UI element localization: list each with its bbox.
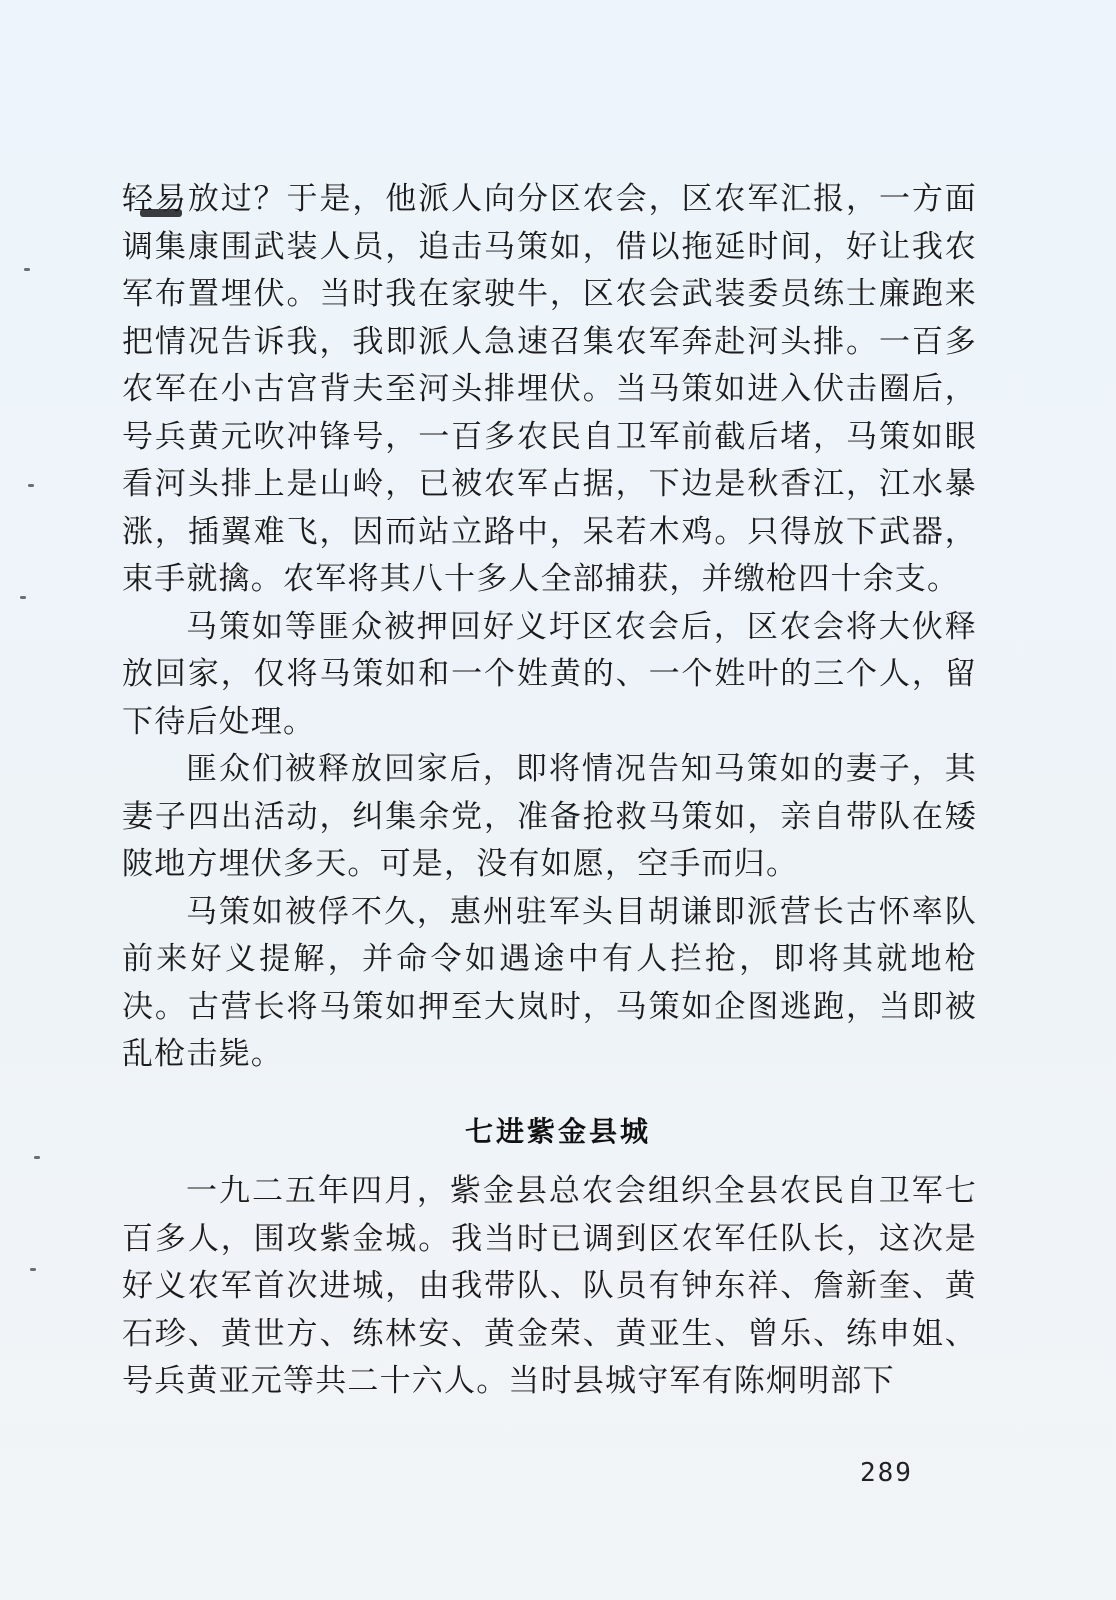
scan-speck [20,596,26,599]
scan-speck [34,1156,40,1159]
scan-speck [30,1268,36,1271]
paragraph-continued: 轻易放过？于是，他派人向分区农会，区农军汇报，一方面调集康围武装人员，追击马策如，借以拖延时间，好让我农军布置埋伏。当时我在家驶牛，区农会武装委员练士廉跑来把情况告诉我，我即派人急速召集农军奔赴河头排。一百多农军在小古宫背夫至河头排埋伏。当马策如进入伏击圈后，号兵黄元吹冲锋号，一百多农民自卫军前截后堵，马策如眼看河头排上是山岭，已被农军占据，下边是秋香江，江水暴涨，插翼难飞，因而站立路中，呆若木鸡。只得放下武器，束手就擒。农军将其八十多人全部捕获，并缴枪四十余支。 [122,181,977,597]
body-text-top [122,176,977,1079]
paragraph: 一九二五年四月，紫金县总农会组织全县农民自卫军七百多人，围攻紫金城。我当时已调到区农军任队长，这次是好义农军首次进城，由我带队、队员有钟东祥、詹新奎、黄石珍、黄世方、练林安、黄金荣、黄亚生、曾乐、练申姐、号兵黄亚元等共二十六人。当时县城守军有陈炯明部下 [122,1173,977,1399]
scan-speck [24,268,30,271]
body-text-bottom [122,1168,977,1406]
paragraph: 马策如被俘不久，惠州驻军头目胡谦即派营长古怀率队前来好义提解，并命令如遇途中有人拦抢，即将其就地枪决。古营长将马策如押至大岚时，马策如企图逃跑，当即被乱枪击毙。 [122,893,977,1072]
scan-speck [28,484,34,487]
section-heading: 七进紫金县城 [464,1115,651,1148]
paragraph: 马策如等匪众被押回好义圩区农会后，区农会将大伙释放回家，仅将马策如和一个姓黄的、一个姓叶的三个人，留下待后处理。 [122,608,977,740]
page-number: 289 [860,1458,913,1488]
paragraph: 匪众们被释放回家后，即将情况告知马策如的妻子，其妻子四出活动，纠集余党，准备抢救马策如，亲自带队在矮陂地方埋伏多天。可是，没有如愿，空手而归。 [122,751,977,882]
